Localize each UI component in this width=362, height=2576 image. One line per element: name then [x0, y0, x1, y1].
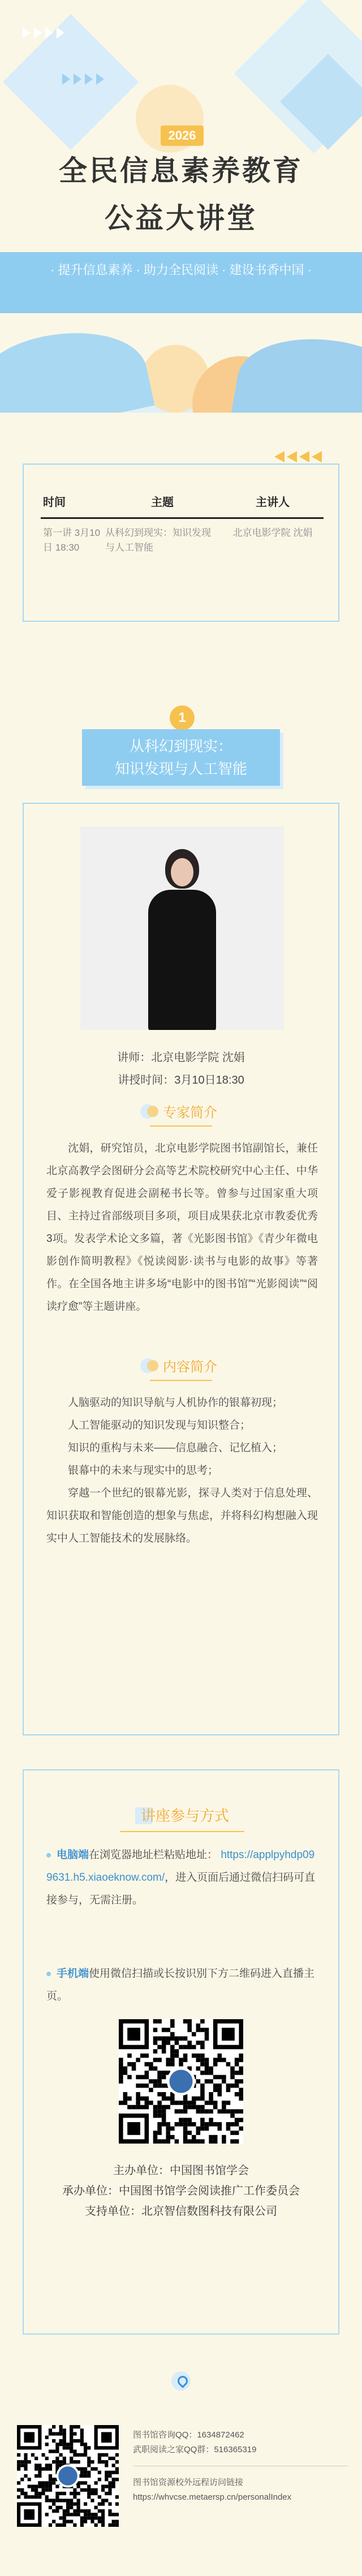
column-header: 时间: [43, 496, 66, 509]
decor-triangle: [57, 27, 64, 38]
lecture-time-line: 讲授时间：3月10日18:30: [118, 1074, 244, 1086]
list-item: 人脑驱动的知识导航与人机协作的银幕初现；: [68, 1397, 283, 1409]
lecture-number-badge: 1: [170, 705, 195, 730]
year-badge: 2026: [161, 125, 204, 146]
location-pin-icon: [171, 2371, 191, 2391]
participation-heading: 讲座参与方式: [63, 1804, 301, 1832]
decor-triangle: [62, 73, 70, 85]
expert-bio: 沈娟，研究馆员，北京电影学院图书馆副馆长，兼任北京高教学会图研分会高等艺术院校研究中心主任、中华爱子影视教育促进会副秘书长等。曾参与过国家重大项目、主持过省部级项目多项，项目成果获北京市教委优秀3项。发表学术论文多篇，著《光影图书馆》《青少年微电影创作简明教程》《悦读阅影·读书与电影的故事》等著作。在全国各地主讲多场“电影中的图书馆”“光影阅读”“阅读疗愈”等主题讲座。: [46, 1142, 318, 1313]
lecture-card: [23, 803, 339, 1735]
remote-access-link[interactable]: https://whvcse.metaersp.cn/personalIndex: [133, 2492, 292, 2502]
organizer-line: 承办单位：中国图书馆学会阅读推广工作委员会: [62, 2185, 300, 2197]
participation-card: [23, 1769, 339, 2335]
page-title-line2: 公益大讲堂: [105, 202, 257, 234]
qq-consult: 图书馆咨询QQ：1634872462: [133, 2430, 244, 2440]
lecture-title-line2: 知识发现与人工智能: [114, 760, 247, 777]
schedule-table-card: [23, 464, 339, 622]
live-qr-code[interactable]: [119, 2019, 243, 2144]
speaker-figure: [148, 849, 216, 1030]
remote-access-title: 图书馆资源校外远程访问链接: [133, 2478, 244, 2487]
column-header: 主题: [151, 496, 174, 509]
tagline-banner: · 提升信息素养 · 助力全民阅读 · 建设书香中国 ·: [0, 252, 362, 313]
pc-url-link[interactable]: https://applpyhdp099631.h5.xiaoeknow.com/: [46, 1849, 315, 1884]
hero-banner: [0, 0, 362, 413]
decor-wave: [231, 325, 362, 413]
decor-triangle: [34, 27, 42, 38]
decor-arrows: [274, 451, 322, 462]
list-item: 人工智能驱动的知识发现与知识整合；: [68, 1419, 251, 1431]
schedule-table: [41, 487, 324, 562]
lecture-title: [82, 729, 280, 786]
pc-instructions: 电脑端在浏览器地址栏粘贴地址： https://applpyhdp099631.h5.xiaoeknow.com/，进入页面后通过微信扫码可直接参与，无需注册。: [46, 1849, 316, 1906]
decor-triangle: [23, 27, 31, 38]
host-line: 主办单位：中国图书馆学会: [113, 2164, 249, 2177]
cell-topic: 从科幻到现实：知识发现与人工智能: [105, 527, 211, 553]
list-item: 知识的重构与未来——信息融合、记忆植入；: [68, 1442, 283, 1454]
speaker-line: 讲师：北京电影学院 沈娟: [117, 1051, 245, 1064]
column-header: 主讲人: [256, 496, 290, 509]
decor-triangle: [45, 27, 53, 38]
table-row: [41, 518, 324, 562]
expert-heading: 专家简介: [24, 1101, 338, 1127]
speaker-photo: [80, 826, 284, 1030]
content-list: [46, 1392, 318, 1550]
cell-speaker: 北京电影学院 沈娟: [232, 527, 313, 538]
mobile-label: 手机端: [57, 1968, 89, 1980]
support-line: 支持单位：北京智信数图科技有限公司: [85, 2205, 277, 2218]
footer-qr-code[interactable]: [17, 2425, 119, 2527]
qq-group: 武职阅读之家QQ群：516365319: [133, 2445, 257, 2454]
content-heading: 内容简介: [24, 1356, 338, 1381]
list-item: 穿越一个世纪的银幕光影，探寻人类对于信息处理、知识获取和智能创造的想象与焦虑，并将科幻构想融入现实中人工智能技术的发展脉络。: [46, 1487, 318, 1544]
pc-label: 电脑端: [57, 1849, 89, 1861]
decor-triangle: [96, 73, 104, 85]
decor-wave: [0, 317, 154, 413]
decor-triangle: [85, 73, 93, 85]
cell-time: 第一讲 3月10日 18:30: [43, 527, 101, 553]
list-item: 银幕中的未来与现实中的思考；: [68, 1465, 219, 1477]
lecture-title-line1: 从科幻到现实：: [129, 738, 232, 755]
mobile-instructions: 手机端使用微信扫描或长按识别下方二维码进入直播主页。: [46, 1968, 315, 2002]
footer: [0, 2408, 362, 2576]
page-title: 全民信息素养教育: [59, 155, 303, 187]
decor-triangle: [74, 73, 81, 85]
